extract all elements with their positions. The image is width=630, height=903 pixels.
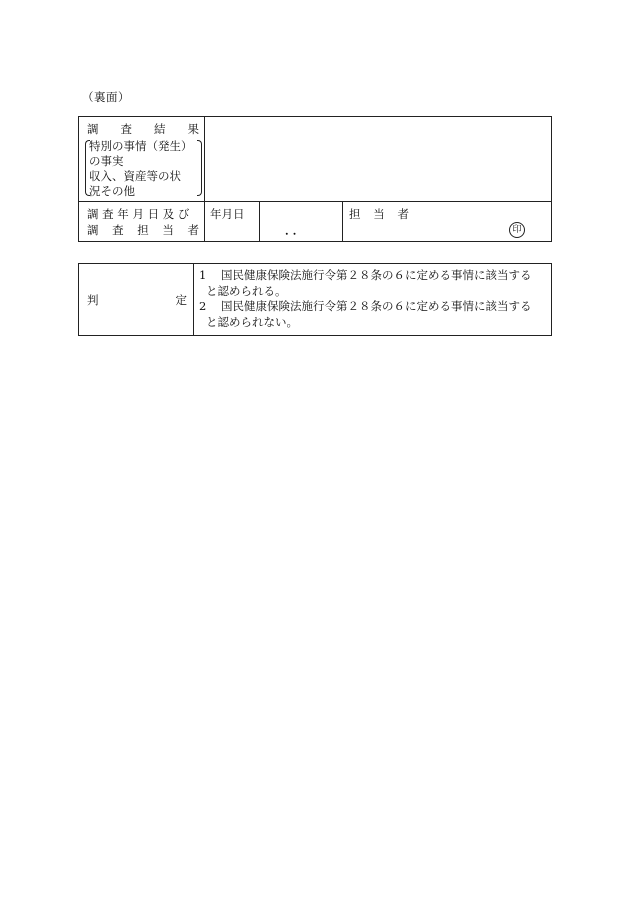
judgment-table [78,263,552,336]
heading-char: 調 [87,122,99,136]
judgment-options [199,268,532,330]
seal-icon: 印 [509,222,525,238]
label-char: 当 [373,207,385,221]
survey-date-heading: 調 査 年 月 日 及 び [87,207,190,221]
heading-char: 査 [120,122,132,136]
option-text: 国民健康保険法施行令第２８条の６に定める事情に該当する [221,268,532,282]
heading-char: 当 [162,223,174,237]
bracket-line: 特別の事情（発生） [89,139,193,153]
bracket-line: の事実 [89,154,124,168]
heading-char: 者 [187,223,199,237]
heading-char: 査 [112,223,124,237]
heading-char: 調 [87,223,99,237]
judgment-option-2[interactable] [199,299,532,315]
row-divider [79,201,551,202]
heading-char: 定 [175,293,187,307]
column-divider-heading [204,117,205,241]
survey-officer-heading [87,223,199,238]
option-continuation: と認められる。 [206,283,287,298]
judgment-option-1[interactable] [199,268,532,284]
heading-char: 果 [187,122,199,136]
date-label: 年月日 [210,207,245,221]
column-divider-judgment [193,264,194,335]
heading-char: 判 [87,293,99,307]
bracket-line: 収入、資産等の状 [89,169,181,183]
label-char: 担 [349,207,361,221]
judgment-heading [87,292,187,308]
right-bracket [197,140,202,196]
officer-label [349,207,409,222]
column-divider-date [259,201,260,241]
special-circumstances-bracket [85,138,203,198]
option-text: 国民健康保険法施行令第２８条の６に定める事情に該当する [221,299,532,313]
label-char: 者 [397,207,409,221]
option-continuation: と認められない。 [206,314,298,329]
bracket-line: 況その他 [89,184,135,198]
heading-char: 担 [137,223,149,237]
column-divider-officer [342,201,343,241]
survey-table [78,116,552,242]
date-field[interactable]: ．． [285,223,307,237]
survey-result-heading [87,122,199,137]
option-number: 2 [199,299,207,313]
option-number: 1 [199,268,207,282]
reverse-side-label: （裏面） [82,90,130,104]
heading-char: 結 [154,122,166,136]
